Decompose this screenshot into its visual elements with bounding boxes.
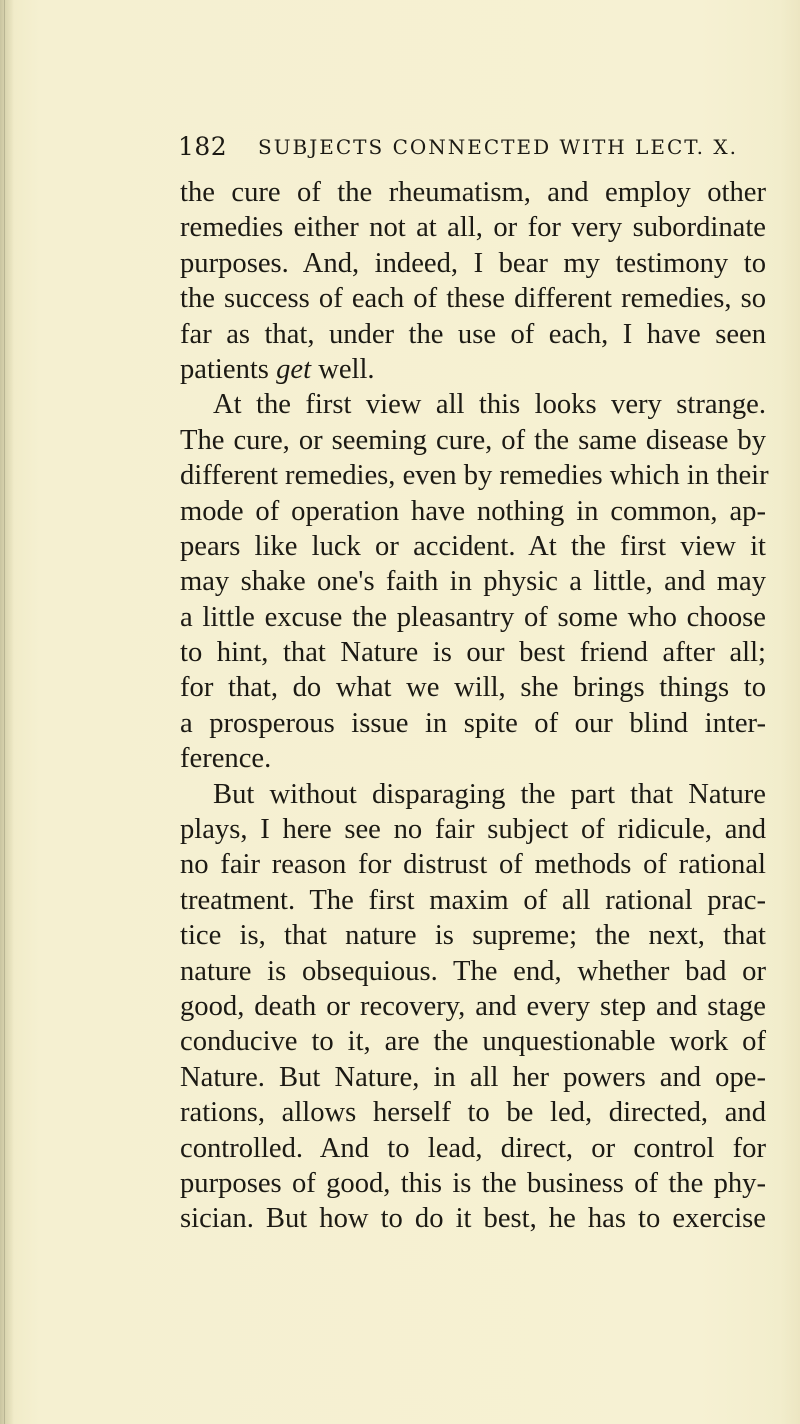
text-line bbox=[180, 352, 766, 387]
text-line: to hint, that Nature is our best friend after all; bbox=[180, 637, 766, 669]
text-line: ference. bbox=[180, 743, 272, 775]
text-line: a prosperous issue in spite of our blind inter- bbox=[180, 707, 766, 739]
text-line: good, death or recovery, and every step and stage bbox=[180, 990, 766, 1022]
text-line: treatment. The first maxim of all rational prac- bbox=[180, 884, 766, 916]
text-line: But without disparaging the part that Nature bbox=[213, 778, 766, 810]
text-line: tice is, that nature is supreme; the next, that bbox=[180, 920, 766, 952]
text-line: different remedies, even by remedies which in their bbox=[180, 460, 769, 492]
text-line: conducive to it, are the unquestionable work of bbox=[180, 1026, 766, 1058]
text-line: mode of operation have nothing in common, ap- bbox=[180, 495, 766, 527]
text-line: remedies either not at all, or for very subordinate bbox=[180, 212, 766, 244]
text-line: At the first view all this looks very strange. bbox=[213, 389, 766, 421]
text-line: The cure, or seeming cure, of the same disease by bbox=[180, 424, 766, 456]
text-fragment: well. bbox=[318, 353, 375, 385]
text-line: sician. But how to do it best, he has to exercise bbox=[180, 1203, 766, 1235]
text-line: pears like luck or accident. At the first view it bbox=[180, 530, 766, 562]
text-line: for that, do what we will, she brings things to bbox=[180, 672, 766, 704]
text-line: purposes of good, this is the business of the phy- bbox=[180, 1167, 766, 1199]
text-line: far as that, under the use of each, I have seen bbox=[180, 318, 766, 350]
text-line: purposes. And, indeed, I bear my testimony to bbox=[180, 247, 766, 279]
running-head: SUBJECTS CONNECTED WITH LECT. X. bbox=[258, 135, 738, 159]
text-line: the cure of the rheumatism, and employ other bbox=[180, 177, 766, 208]
page-gutter-edge bbox=[0, 0, 14, 1424]
text-line: no fair reason for distrust of methods of rational bbox=[180, 849, 766, 881]
text-line: the success of each of these different remedies, so bbox=[180, 283, 766, 315]
italic-emphasis: get bbox=[276, 353, 312, 385]
text-line: rations, allows herself to be led, directed, and bbox=[180, 1097, 766, 1129]
body-text bbox=[180, 175, 769, 1237]
page-number: 182 bbox=[178, 132, 228, 161]
text-line: Nature. But Nature, in all her powers and ope- bbox=[180, 1061, 766, 1093]
text-line: nature is obsequious. The end, whether bad or bbox=[180, 955, 766, 987]
text-line: may shake one's faith in physic a little, and may bbox=[180, 566, 766, 598]
text-fragment: patients bbox=[180, 353, 269, 385]
text-line: plays, I here see no fair subject of ridicule, and bbox=[180, 814, 766, 846]
text-line: controlled. And to lead, direct, or control for bbox=[180, 1132, 766, 1164]
text-line: a little excuse the pleasantry of some who choose bbox=[180, 601, 766, 633]
page-header bbox=[178, 132, 770, 172]
